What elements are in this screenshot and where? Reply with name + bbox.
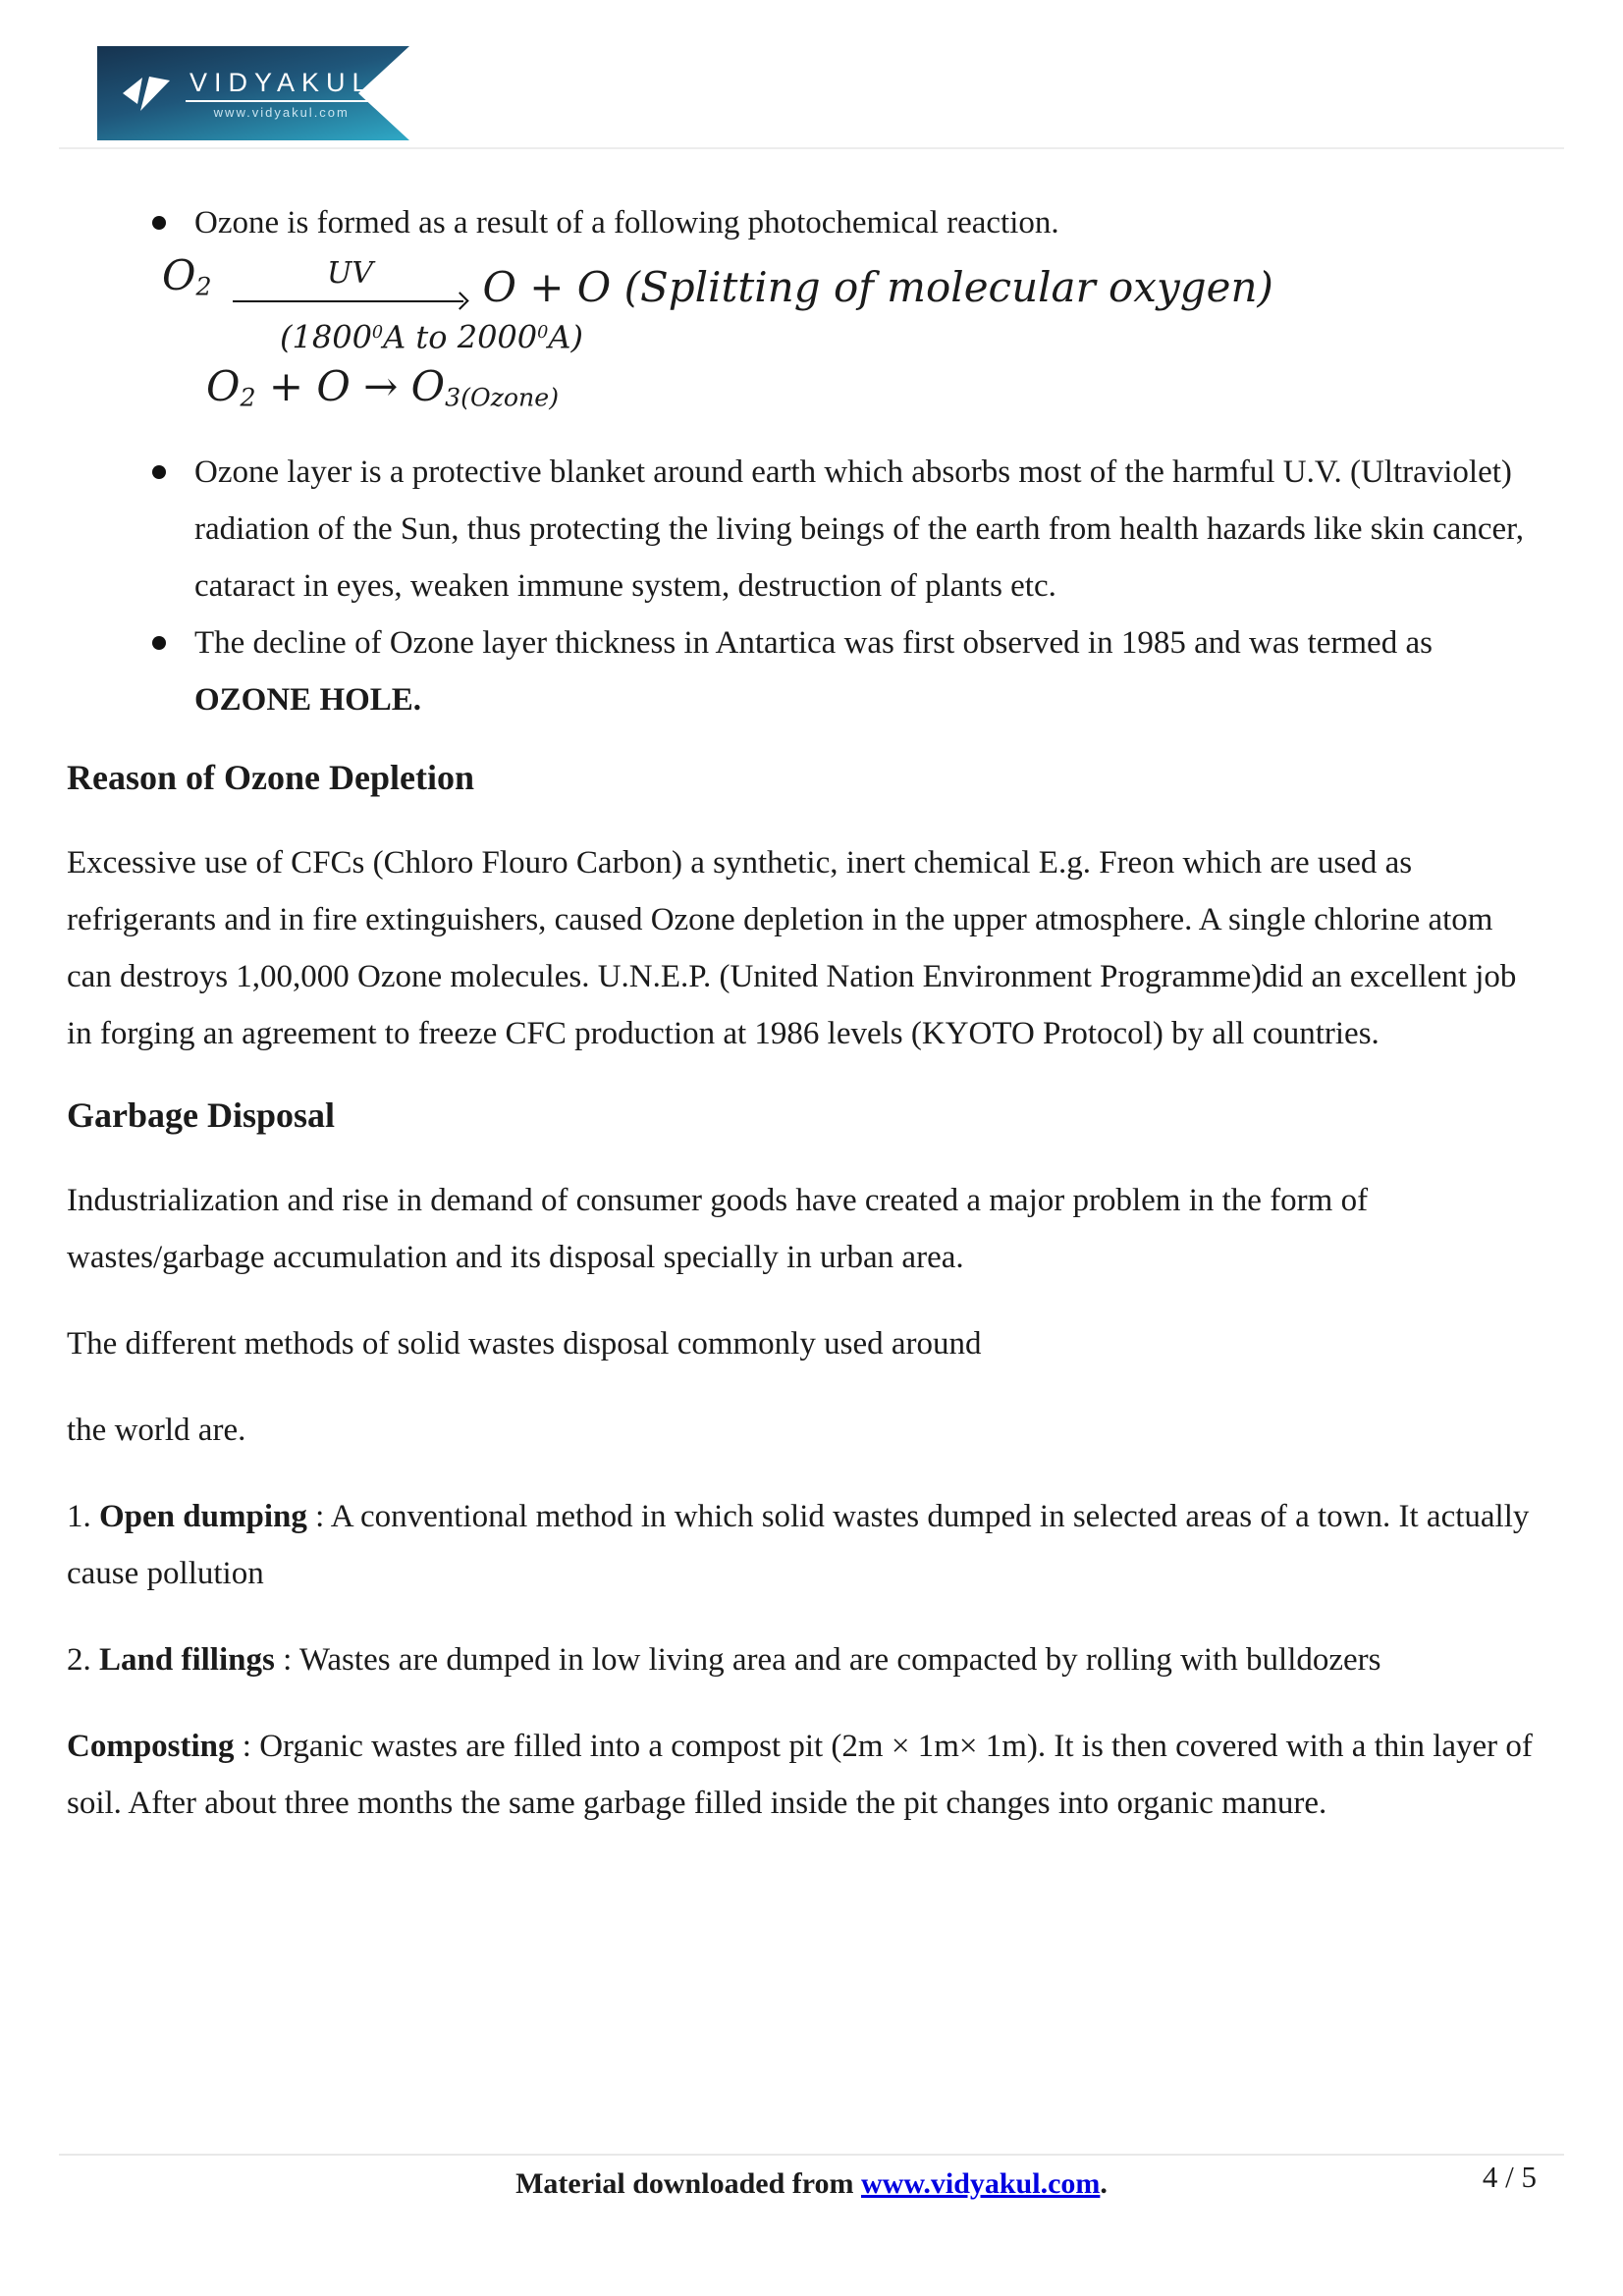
land-fillings-bold: Land fillings (99, 1641, 275, 1678)
range-superscript-1: 0 (371, 322, 384, 343)
eq1-products: O + O (Splitting of molecular oxygen) (482, 262, 1273, 311)
paragraph-industrialization: Industrialization and rise in demand of consumer goods have created a major problem in the form of wastes/garbage accumulation and its disposal specially in urban area. (67, 1182, 1369, 1275)
page-number: 4 / 5 (1482, 2160, 1537, 2194)
page-footer (59, 2154, 1564, 2201)
ozone-hole-bold: OZONE HOLE. (194, 681, 422, 718)
bullet-text: Ozone layer is a protective blanket around earth which absorbs most of the harmful U.V. (Ultraviolet) radiation of the Sun, thus protecting the living beings of the earth from health hazards like skin cancer, cataract in eyes, weaken immune system, destruction of plants etc. (194, 454, 1525, 604)
range-superscript-2: 0 (537, 322, 549, 343)
bullet-text: Ozone is formed as a result of a following photochemical reaction. (194, 205, 1059, 240)
equation-2: $O_2 + O \to O_{3(Ozone)}$ (206, 362, 560, 412)
brand-website: www.vidyakul.com (213, 104, 350, 120)
heading-reason-of-ozone-depletion: Reason of Ozone Depletion (67, 757, 474, 797)
footer-text (59, 2156, 1564, 2201)
paragraph-land-fillings: 2. Land fillings : Wastes are dumped in low living area and are compacted by rolling with bulldozers (67, 1641, 1381, 1678)
open-dumping-bold: Open dumping (99, 1498, 307, 1534)
document-content (0, 149, 1623, 1832)
eq2-subscript-ozone: 3(Ozone) (445, 383, 560, 412)
footer-suffix: . (1100, 2167, 1108, 2200)
uv-label: UV (326, 255, 373, 291)
arrow-icon (233, 293, 466, 312)
wavelength-range: (1800$^0$A to 2000$^0$A) (280, 318, 583, 356)
eq2-subscript-2: 2 (240, 383, 256, 412)
brand-name: VIDYAKUL (186, 68, 378, 102)
paragraph-the-world-are: the world are. (67, 1412, 246, 1448)
eq1-reactant-subscript: 2 (195, 272, 212, 301)
paragraph-composting: Composting : Organic wastes are filled into a compost pit (2m × 1m× 1m). It is then covered with a thin layer of soil. After about three months the same garbage filled inside the pit changes into organic manure. (67, 1728, 1533, 1821)
paragraph-cfc: Excessive use of CFCs (Chloro Flouro Carbon) a synthetic, inert chemical E.g. Freon which are used as refrigerants and in fire extinguishers, caused Ozone depletion in the upper atmosphere. A single chlorine atom can destroys 1,00,000 Ozone molecules. U.N.E.P. (United Nation Environment Programme)did an excellent job in forging an agreement to freeze CFC production at 1986 levels (KYOTO Protocol) by all countries. (67, 844, 1517, 1051)
vidyakul-banner (97, 46, 409, 140)
vidyakul-logo-icon (121, 72, 178, 115)
equation-1 (162, 251, 1538, 312)
reaction-arrow (233, 255, 466, 312)
eq1-reactant: $O_2$ (162, 251, 212, 301)
brand-block (186, 68, 378, 120)
bullet-item-ozone-hole (67, 614, 1538, 728)
bullet-item-ozone-layer (67, 444, 1538, 614)
paragraph-methods-intro: The different methods of solid wastes disposal commonly used around (67, 1325, 982, 1362)
footer-prefix: Material downloaded from (515, 2167, 862, 2200)
bullet-text: The decline of Ozone layer thickness in Antartica was first observed in 1985 and was termed as (194, 624, 1433, 661)
heading-garbage-disposal: Garbage Disposal (67, 1095, 336, 1135)
bullet-list (67, 194, 1538, 728)
footer-link[interactable]: www.vidyakul.com (861, 2167, 1101, 2200)
equation-block (162, 251, 1538, 426)
bullet-item-photochemical (67, 194, 1538, 426)
paragraph-open-dumping: 1. Open dumping : A conventional method in which solid wastes dumped in selected areas of a town. It actually cause pollution (67, 1498, 1530, 1591)
composting-bold: Composting (67, 1728, 235, 1764)
